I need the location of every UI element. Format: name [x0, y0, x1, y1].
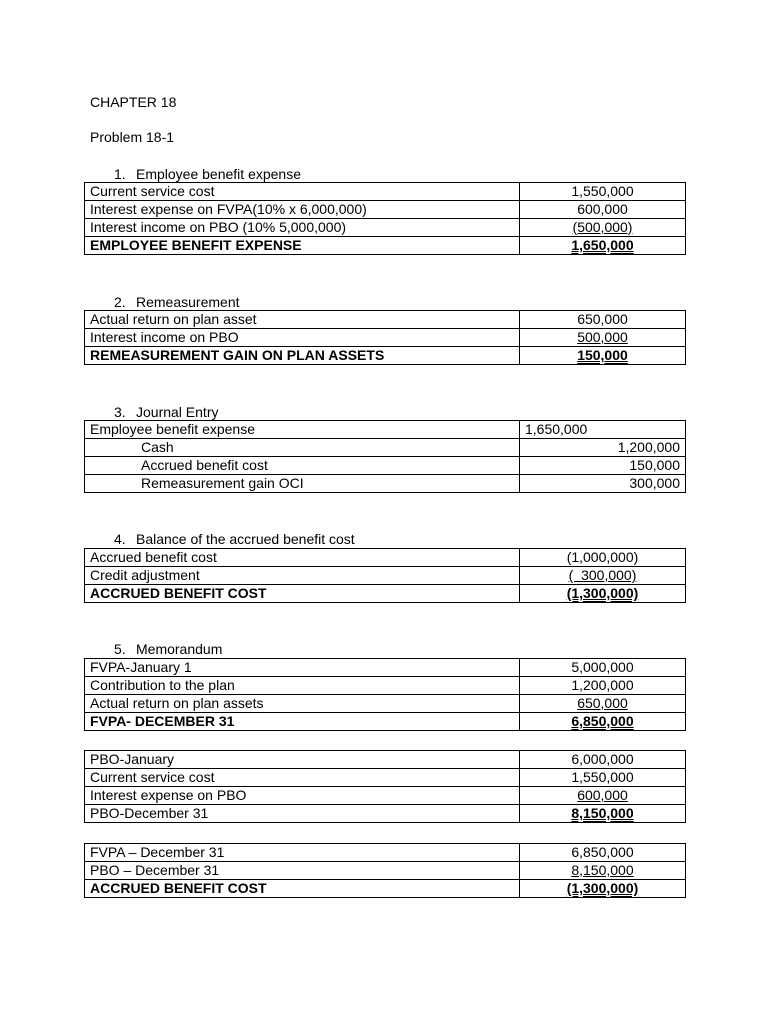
row-value: 600,000: [520, 201, 686, 219]
section-2-number: 2.: [114, 294, 126, 310]
table-row: [85, 421, 686, 439]
row-value: 1,550,000: [520, 183, 686, 201]
table-row: [85, 311, 686, 329]
row-label: Employee benefit expense: [85, 421, 520, 439]
table-row: [85, 457, 686, 475]
table-row: [85, 475, 686, 493]
credit-value: 150,000: [520, 457, 686, 475]
chapter-heading: CHAPTER 18: [90, 94, 177, 110]
table-row: [85, 439, 686, 457]
accrued-benefit-cost-table: [84, 548, 686, 603]
table-row-total: [85, 347, 686, 365]
double-underlined-value: 6,850,000: [571, 713, 634, 729]
row-value: 6,850,000: [520, 844, 686, 862]
section-2-title: [114, 294, 240, 310]
row-label: Remeasurement gain OCI: [85, 475, 520, 493]
row-label: PBO-January: [85, 751, 520, 769]
section-4-number: 4.: [114, 531, 126, 547]
table-row-total: [85, 585, 686, 603]
employee-benefit-expense-table: [84, 182, 686, 255]
row-label: EMPLOYEE BENEFIT EXPENSE: [85, 237, 520, 255]
row-value: [520, 329, 686, 347]
credit-value: 300,000: [520, 475, 686, 493]
credit-value: 1,200,000: [520, 439, 686, 457]
row-label: Accrued benefit cost: [85, 457, 520, 475]
row-label: ACCRUED BENEFIT COST: [85, 880, 520, 898]
row-value: [520, 237, 686, 255]
row-value: 650,000: [520, 311, 686, 329]
table-row-total: [85, 237, 686, 255]
row-label: Credit adjustment: [85, 567, 520, 585]
row-label: Interest expense on FVPA(10% x 6,000,000): [85, 201, 520, 219]
table-row: [85, 787, 686, 805]
table-row: [85, 769, 686, 787]
double-underlined-value: 1,650,000: [571, 237, 634, 253]
row-label: Contribution to the plan: [85, 677, 520, 695]
table-row: [85, 219, 686, 237]
row-label: Interest income on PBO (10% 5,000,000): [85, 219, 520, 237]
double-underlined-value: 150,000: [577, 347, 628, 363]
table-row-total: [85, 713, 686, 731]
underlined-value: 650,000: [577, 695, 628, 711]
table-row: [85, 549, 686, 567]
row-label: FVPA- DECEMBER 31: [85, 713, 520, 731]
section-5-title: [114, 641, 222, 657]
debit-value: 1,650,000: [520, 421, 686, 439]
row-value: [520, 695, 686, 713]
row-label: PBO-December 31: [85, 805, 520, 823]
pbo-memorandum-table: [84, 750, 686, 823]
row-label: Current service cost: [85, 183, 520, 201]
table-row: [85, 183, 686, 201]
table-row: [85, 805, 686, 823]
row-value: [520, 805, 686, 823]
row-label: Cash: [85, 439, 520, 457]
row-value: (1,000,000): [520, 549, 686, 567]
accrued-benefit-cost-summary-table: [84, 843, 686, 898]
section-1-title-text: Employee benefit expense: [136, 166, 301, 182]
table-row: [85, 844, 686, 862]
table-row: [85, 751, 686, 769]
row-label: PBO – December 31: [85, 862, 520, 880]
row-value: [520, 567, 686, 585]
row-label: Actual return on plan asset: [85, 311, 520, 329]
section-4-title: [114, 531, 355, 547]
double-underlined-value: 8,150,000: [571, 805, 634, 821]
underlined-value: ( 300,000): [568, 567, 637, 583]
section-3-title-text: Journal Entry: [136, 404, 219, 420]
section-1-title: [114, 166, 301, 182]
fvpa-memorandum-table: [84, 658, 686, 731]
row-label: ACCRUED BENEFIT COST: [85, 585, 520, 603]
section-5-title-text: Memorandum: [136, 641, 223, 657]
row-value: 1,200,000: [520, 677, 686, 695]
section-3-number: 3.: [114, 404, 126, 420]
underlined-value: 8,150,000: [571, 862, 634, 878]
table-row: [85, 201, 686, 219]
row-label: REMEASUREMENT GAIN ON PLAN ASSETS: [85, 347, 520, 365]
row-value: [520, 713, 686, 731]
table-row: [85, 695, 686, 713]
row-value: 1,550,000: [520, 769, 686, 787]
row-value: 5,000,000: [520, 659, 686, 677]
row-label: Accrued benefit cost: [85, 549, 520, 567]
row-label: FVPA-January 1: [85, 659, 520, 677]
remeasurement-table: [84, 310, 686, 365]
double-underlined-value: (1,300,000): [566, 585, 639, 601]
row-value: 6,000,000: [520, 751, 686, 769]
section-2-title-text: Remeasurement: [136, 294, 240, 310]
table-row-total: [85, 880, 686, 898]
table-row: [85, 677, 686, 695]
row-value: [520, 862, 686, 880]
row-label: Interest expense on PBO: [85, 787, 520, 805]
section-3-title: [114, 404, 218, 420]
underlined-value: 600,000: [577, 787, 628, 803]
row-label: FVPA – December 31: [85, 844, 520, 862]
row-label: Current service cost: [85, 769, 520, 787]
underlined-value: (500,000): [572, 219, 633, 235]
table-row: [85, 567, 686, 585]
row-value: [520, 219, 686, 237]
section-4-title-text: Balance of the accrued benefit cost: [136, 531, 355, 547]
double-underlined-value: (1,300,000): [566, 880, 639, 896]
section-5-number: 5.: [114, 641, 126, 657]
table-row: [85, 329, 686, 347]
journal-entry-table: [84, 420, 686, 493]
row-value: [520, 347, 686, 365]
row-value: [520, 880, 686, 898]
row-value: [520, 787, 686, 805]
underlined-value: 500,000: [577, 329, 628, 345]
row-label: Interest income on PBO: [85, 329, 520, 347]
table-row: [85, 862, 686, 880]
table-row: [85, 659, 686, 677]
row-value: [520, 585, 686, 603]
row-label: Actual return on plan assets: [85, 695, 520, 713]
section-1-number: 1.: [114, 166, 126, 182]
problem-heading: Problem 18-1: [90, 129, 175, 145]
